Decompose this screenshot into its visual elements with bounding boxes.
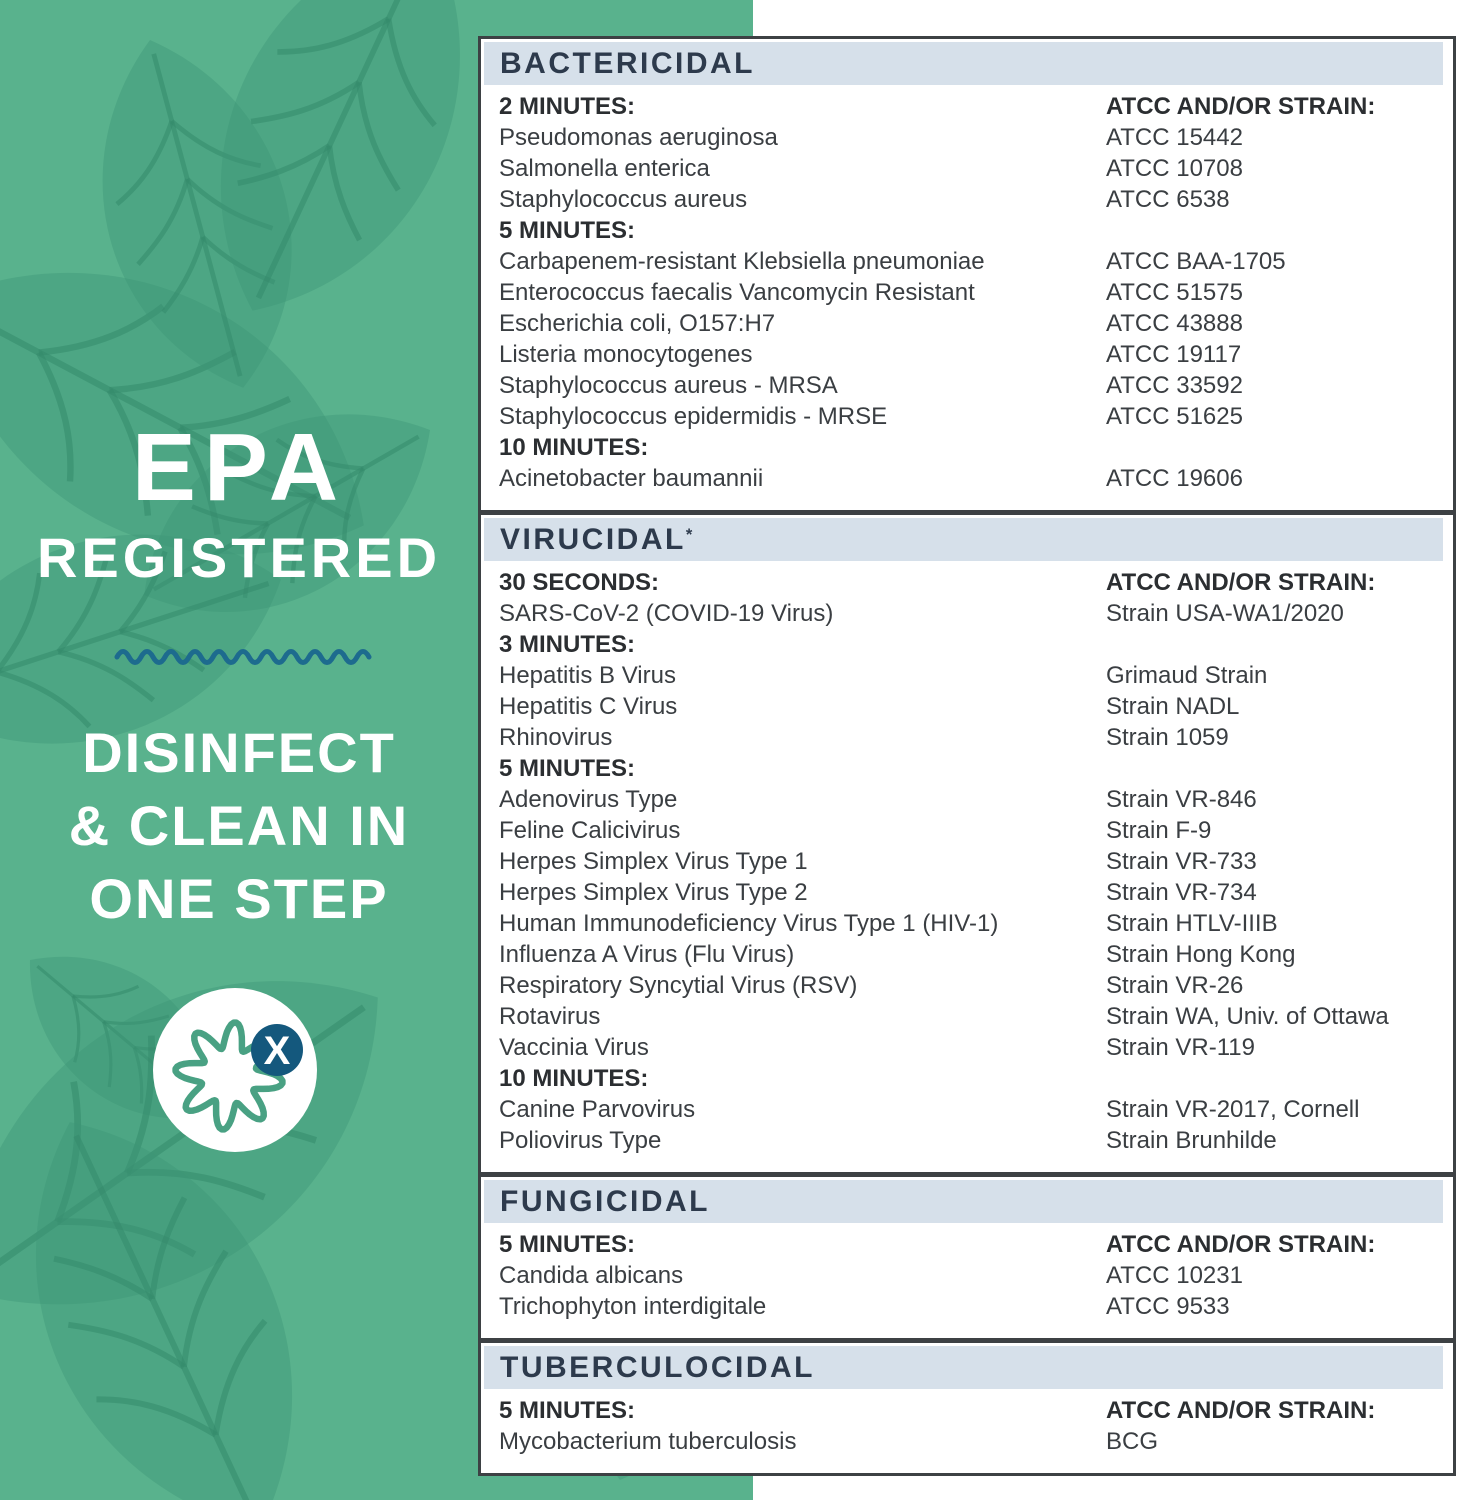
organism-name: Herpes Simplex Virus Type 2 [499, 879, 808, 906]
strain-value: ATCC 10708 [1106, 155, 1243, 182]
table-row [499, 660, 1445, 691]
strain-value: ATCC 9533 [1106, 1293, 1230, 1320]
table-row [499, 970, 1445, 1001]
table-row [499, 598, 1445, 629]
table-row [499, 432, 1445, 463]
organism-name: Influenza A Virus (Flu Virus) [499, 941, 795, 968]
table-row [499, 784, 1445, 815]
virus-x-icon [153, 988, 319, 1154]
strain-value: Strain HTLV-IIIB [1106, 910, 1278, 937]
table-row [499, 1125, 1445, 1156]
organism-name: Poliovirus Type [499, 1127, 662, 1154]
strain-value: ATCC 33592 [1106, 372, 1243, 399]
organism-name: Hepatitis B Virus [499, 662, 676, 689]
tagline-line-3: ONE STEP [89, 867, 389, 930]
strain-value: Strain F-9 [1106, 817, 1212, 844]
organism-name: Enterococcus faecalis Vancomycin Resistant [499, 279, 975, 306]
section-title [484, 42, 1443, 85]
time-label: 2 MINUTES: [499, 93, 636, 120]
strain-value: Strain Brunhilde [1106, 1127, 1277, 1154]
section-virucidal [478, 512, 1456, 1175]
strain-value: Strain VR-26 [1106, 972, 1244, 999]
table-row [499, 691, 1445, 722]
strain-column-header [1106, 432, 1445, 463]
section-rows [481, 561, 1453, 1172]
table-row [499, 1426, 1445, 1457]
strain-value: BCG [1106, 1428, 1159, 1455]
strain-column-header [1106, 629, 1445, 660]
table-row [499, 908, 1445, 939]
table-row [499, 1260, 1445, 1291]
section-fungicidal [478, 1174, 1456, 1341]
organism-name: Acinetobacter baumannii [499, 465, 764, 492]
table-row [499, 246, 1445, 277]
strain-column-header: ATCC AND/OR STRAIN: [1106, 569, 1376, 596]
table-row [499, 939, 1445, 970]
strain-column-header: ATCC AND/OR STRAIN: [1106, 1231, 1376, 1258]
organism-name: Staphylococcus epidermidis - MRSE [499, 403, 888, 430]
table-row [499, 184, 1445, 215]
strain-value: Strain NADL [1106, 693, 1240, 720]
section-rows [481, 1223, 1453, 1338]
tagline [0, 716, 478, 935]
organism-name: Human Immunodeficiency Virus Type 1 (HIV-1) [499, 910, 999, 937]
section-bactericidal [478, 36, 1456, 513]
strain-column-header: ATCC AND/OR STRAIN: [1106, 1397, 1376, 1424]
organism-name: Respiratory Syncytial Virus (RSV) [499, 972, 858, 999]
table-row [499, 370, 1445, 401]
strain-value: Strain 1059 [1106, 724, 1229, 751]
strain-column-header [1106, 215, 1445, 246]
table-row [499, 1094, 1445, 1125]
organism-name: Trichophyton interdigitale [499, 1293, 767, 1320]
table-row [499, 629, 1445, 660]
section-title-text: TUBERCULOCIDAL [500, 1351, 815, 1384]
table-row [499, 846, 1445, 877]
table-row [499, 1032, 1445, 1063]
table-row [499, 153, 1445, 184]
organism-name: Salmonella enterica [499, 155, 710, 182]
organism-name: Candida albicans [499, 1262, 684, 1289]
section-title-text: FUNGICIDAL [500, 1185, 710, 1218]
organism-name: Rotavirus [499, 1003, 601, 1030]
section-title-superscript: * [685, 526, 693, 544]
table-row [499, 1001, 1445, 1032]
organism-name: Hepatitis C Virus [499, 693, 678, 720]
organism-name: Escherichia coli, O157:H7 [499, 310, 776, 337]
table-row [499, 753, 1445, 784]
strain-value: Strain VR-733 [1106, 848, 1257, 875]
table-row [499, 122, 1445, 153]
table-row [499, 1291, 1445, 1322]
table-row [499, 722, 1445, 753]
time-label: 10 MINUTES: [499, 434, 649, 461]
section-tuberculocidal [478, 1340, 1456, 1476]
efficacy-table [478, 36, 1456, 1476]
strain-value: Strain VR-734 [1106, 879, 1257, 906]
table-row [499, 339, 1445, 370]
strain-value: Grimaud Strain [1106, 662, 1268, 689]
organism-name: Staphylococcus aureus - MRSA [499, 372, 838, 399]
section-title [484, 1346, 1443, 1389]
organism-name: Canine Parvovirus [499, 1096, 696, 1123]
epa-registered-block [0, 414, 478, 589]
strain-value: Strain USA-WA1/2020 [1106, 600, 1344, 627]
strain-value: Strain Hong Kong [1106, 941, 1296, 968]
strain-value: ATCC 6538 [1106, 186, 1230, 213]
table-row [499, 401, 1445, 432]
time-label: 5 MINUTES: [499, 1231, 636, 1258]
strain-value: ATCC 51625 [1106, 403, 1243, 430]
table-row [499, 1229, 1445, 1260]
table-row [499, 308, 1445, 339]
organism-name: Staphylococcus aureus [499, 186, 748, 213]
strain-value: Strain VR-846 [1106, 786, 1257, 813]
table-row [499, 567, 1445, 598]
strain-value: ATCC 10231 [1106, 1262, 1243, 1289]
x-mark: X [263, 1029, 291, 1073]
table-row [499, 215, 1445, 246]
section-title-text: BACTERICIDAL [500, 47, 755, 80]
strain-value: ATCC BAA-1705 [1106, 248, 1286, 275]
wavy-divider [114, 642, 372, 668]
time-label: 5 MINUTES: [499, 755, 636, 782]
strain-value: Strain VR-119 [1106, 1034, 1255, 1061]
table-row [499, 463, 1445, 494]
strain-value: ATCC 15442 [1106, 124, 1243, 151]
epa-title: EPA [131, 414, 347, 521]
tagline-line-2: & CLEAN IN [68, 794, 410, 857]
section-title [484, 1180, 1443, 1223]
time-label: 30 SECONDS: [499, 569, 660, 596]
organism-name: Carbapenem-resistant Klebsiella pneumoniae [499, 248, 985, 275]
section-rows [481, 1389, 1453, 1473]
strain-column-header [1106, 1063, 1445, 1094]
time-label: 3 MINUTES: [499, 631, 636, 658]
section-title-text: VIRUCIDAL [500, 523, 686, 556]
section-rows [481, 85, 1453, 510]
organism-name: Pseudomonas aeruginosa [499, 124, 778, 151]
table-row [499, 815, 1445, 846]
strain-value: Strain WA, Univ. of Ottawa [1106, 1003, 1389, 1030]
registered-title: REGISTERED [36, 526, 442, 589]
strain-column-header: ATCC AND/OR STRAIN: [1106, 93, 1376, 120]
strain-value: ATCC 43888 [1106, 310, 1243, 337]
organism-name: Herpes Simplex Virus Type 1 [499, 848, 808, 875]
strain-value: ATCC 19606 [1106, 465, 1243, 492]
table-row [499, 1395, 1445, 1426]
organism-name: SARS-CoV-2 (COVID-19 Virus) [499, 600, 834, 627]
table-row [499, 877, 1445, 908]
strain-value: ATCC 51575 [1106, 279, 1243, 306]
section-title [484, 518, 1443, 561]
organism-name: Mycobacterium tuberculosis [499, 1428, 797, 1455]
strain-value: ATCC 19117 [1106, 341, 1242, 368]
time-label: 5 MINUTES: [499, 217, 636, 244]
tagline-line-1: DISINFECT [82, 721, 396, 784]
strain-column-header [1106, 753, 1445, 784]
organism-name: Listeria monocytogenes [499, 341, 753, 368]
organism-name: Vaccinia Virus [499, 1034, 649, 1061]
organism-name: Adenovirus Type [499, 786, 678, 813]
time-label: 5 MINUTES: [499, 1397, 636, 1424]
strain-value: Strain VR-2017, Cornell [1106, 1096, 1360, 1123]
organism-name: Feline Calicivirus [499, 817, 681, 844]
organism-name: Rhinovirus [499, 724, 613, 751]
table-row [499, 91, 1445, 122]
table-row [499, 1063, 1445, 1094]
table-row [499, 277, 1445, 308]
time-label: 10 MINUTES: [499, 1065, 649, 1092]
